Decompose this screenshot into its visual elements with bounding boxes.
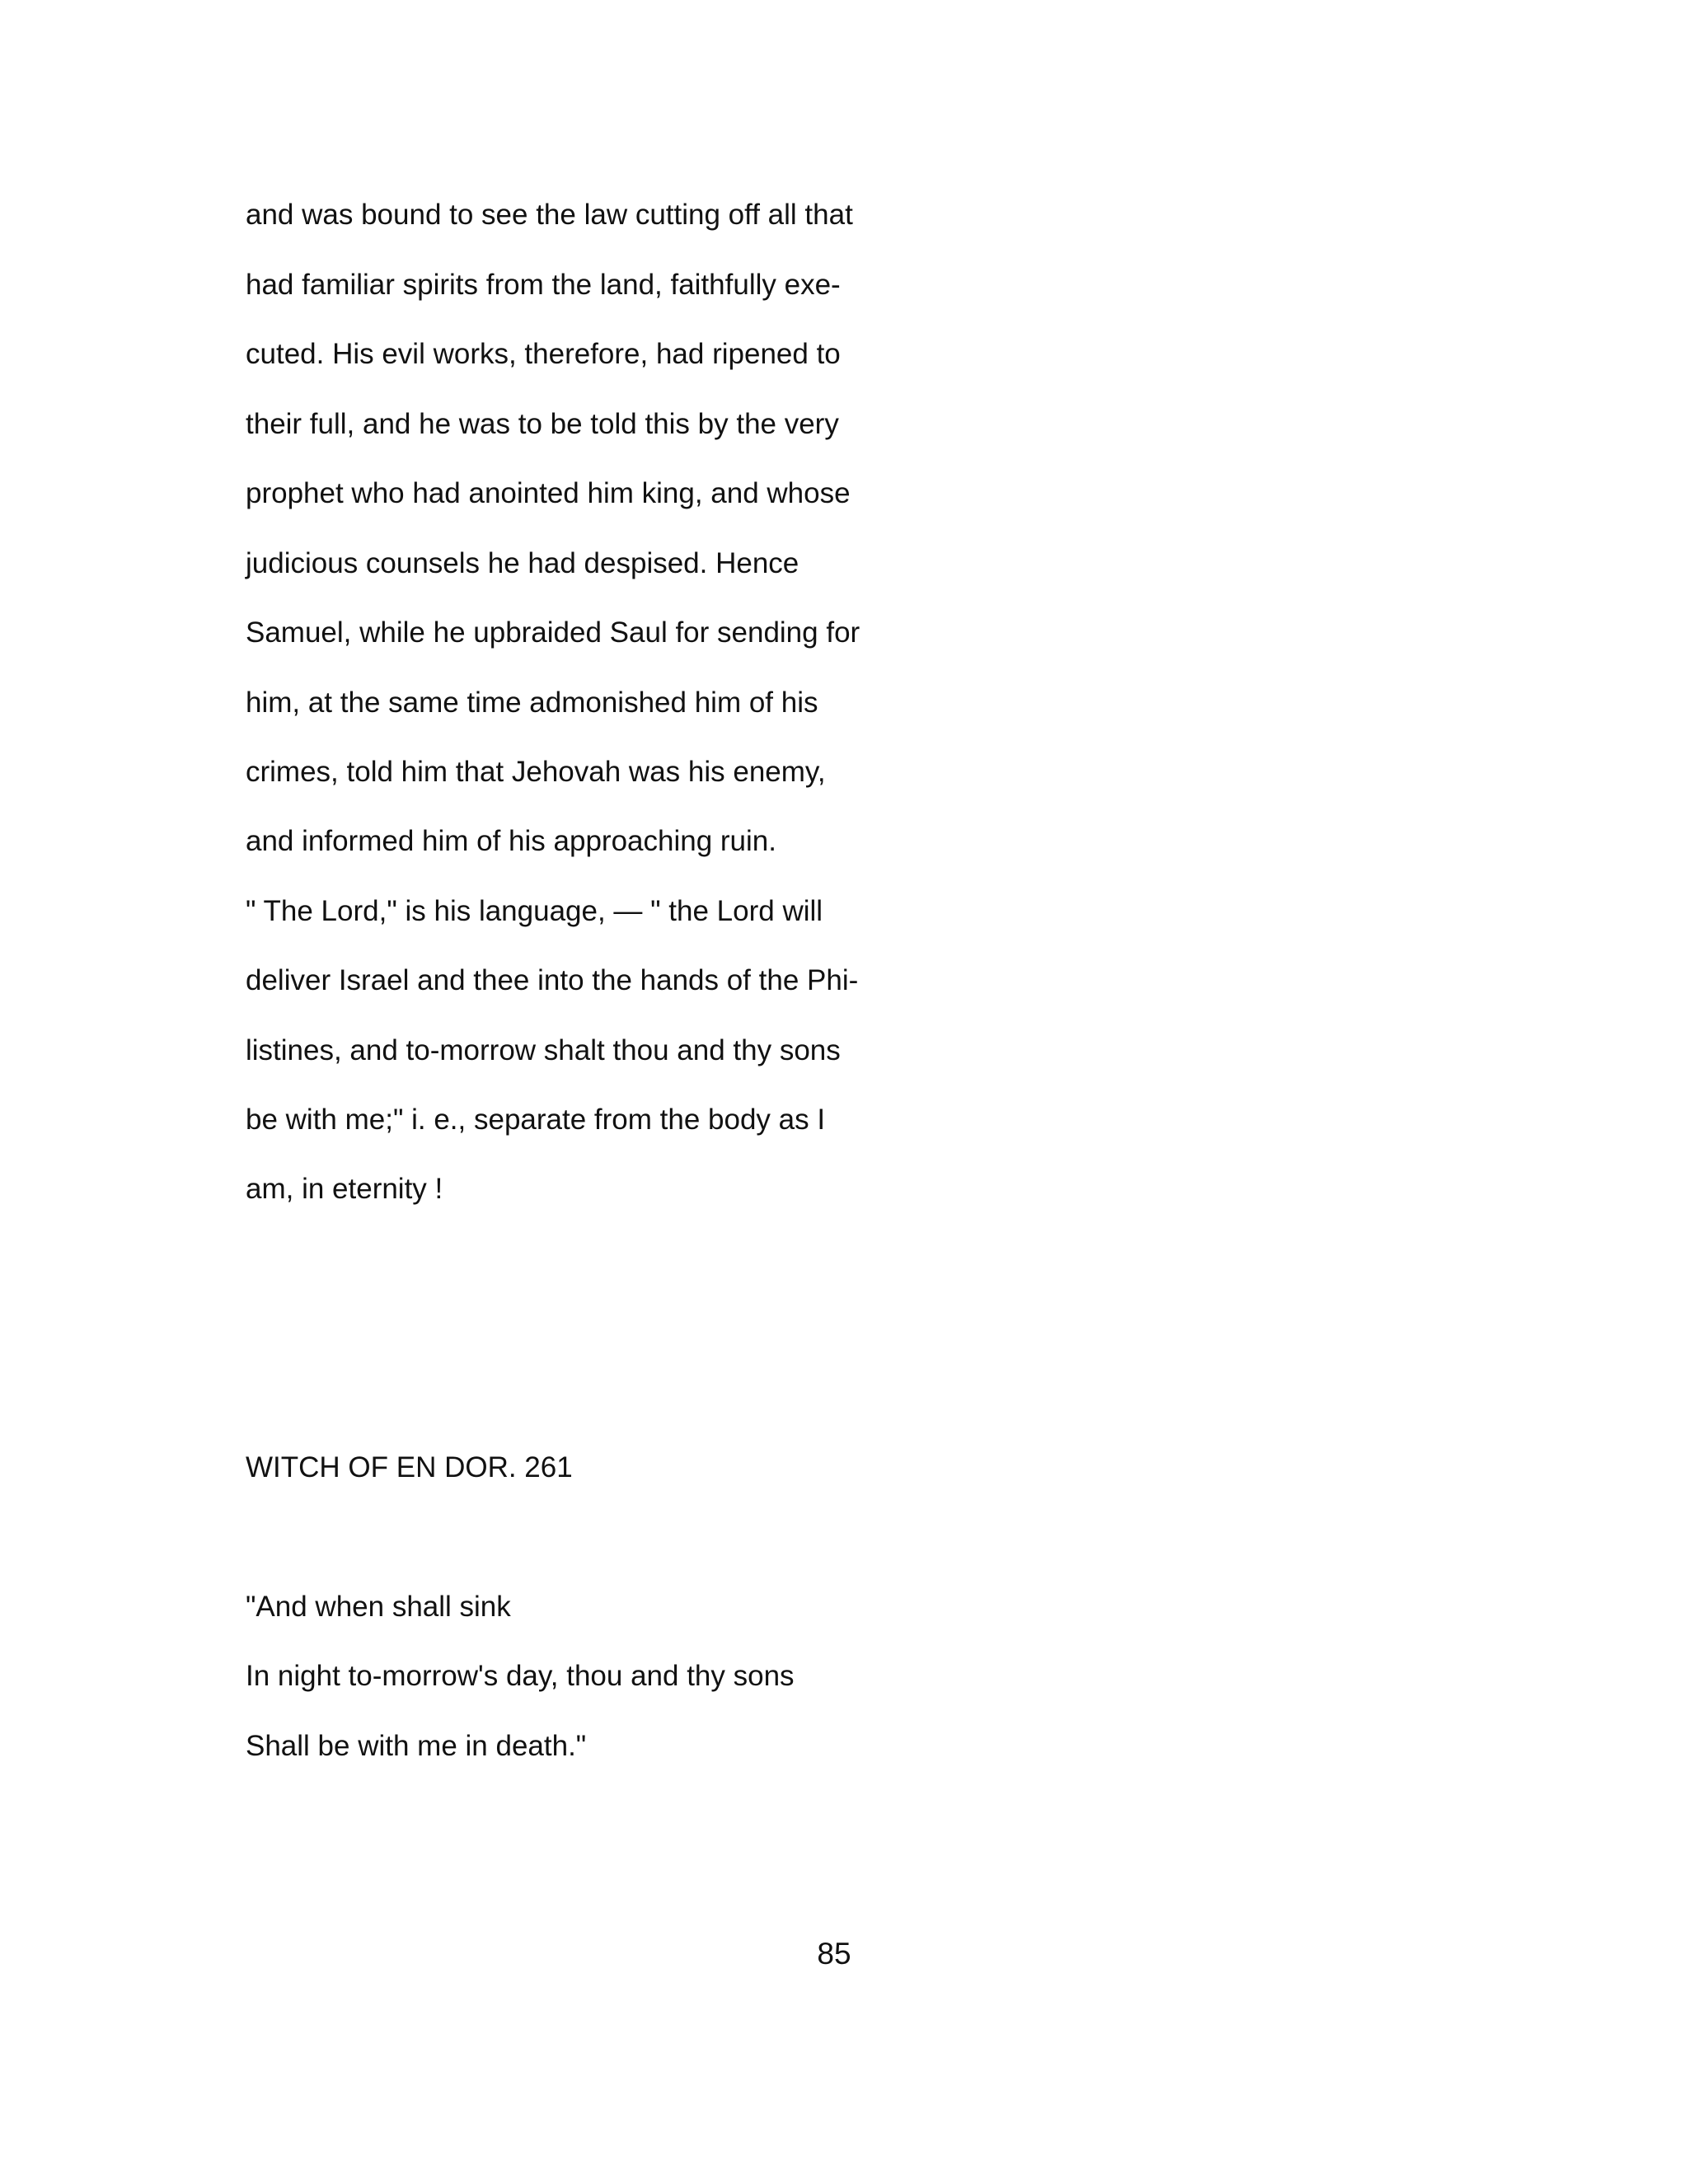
body-line: prophet who had anointed him king, and whose xyxy=(246,477,851,509)
body-line: and was bound to see the law cutting off all that xyxy=(246,199,853,231)
body-line: listines, and to-morrow shalt thou and thy sons xyxy=(246,1034,841,1066)
body-line: deliver Israel and thee into the hands of the Phi- xyxy=(246,964,859,996)
body-line: and informed him of his approaching ruin. xyxy=(246,825,776,857)
body-line: cuted. His evil works, therefore, had ripened to xyxy=(246,338,841,370)
body-line: " The Lord," is his language, — " the Lord will xyxy=(246,895,823,927)
body-line: judicious counsels he had despised. Hence xyxy=(246,547,799,579)
body-line: him, at the same time admonished him of his xyxy=(246,687,818,719)
verse-line: Shall be with me in death." xyxy=(246,1730,587,1762)
body-line: crimes, told him that Jehovah was his enemy, xyxy=(246,756,826,788)
body-line: am, in eternity ! xyxy=(246,1173,443,1205)
body-line: be with me;" i. e., separate from the body as I xyxy=(246,1104,826,1136)
body-line: had familiar spirits from the land, faithfully exe- xyxy=(246,269,841,301)
page-number: 85 xyxy=(817,1937,851,1971)
body-line: Samuel, while he upbraided Saul for sending for xyxy=(246,616,860,649)
body-line: their full, and he was to be told this by the very xyxy=(246,408,839,440)
verse-line: In night to-morrow's day, thou and thy sons xyxy=(246,1660,795,1692)
running-header: WITCH OF EN DOR. 261 xyxy=(246,1451,573,1483)
verse-line: "And when shall sink xyxy=(246,1591,511,1623)
